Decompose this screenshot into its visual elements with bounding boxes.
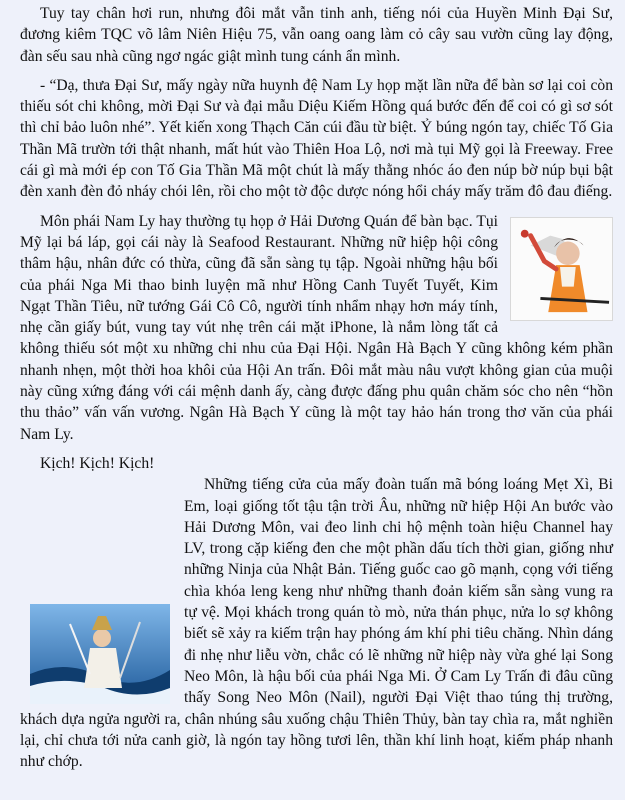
paragraph-1: Tuy tay chân hơi run, nhưng đôi mắt vẫn tinh anh, tiếng nói của Huyền Minh Đại Sư, đương kiêm TQC võ lâm Niên Hiệu 75, vẫn oang oang làm cỏ cây sau vườn cũng lay động, đàn sếu sau nhà cũng ngơ ngác giật mình tung cánh ẩn mình. <box>20 5 613 65</box>
paragraph-4: Kịch! Kịch! Kịch! <box>40 454 155 472</box>
paragraph-3: Môn phái Nam Ly hay thường tụ họp ở Hải Dương Quán để bàn bạc. Tụi Mỹ lại bá láp, gọi cái này là Seafood Restaurant. Những nữ hiệp hội công thâm hậu, nhân đức có thừa, cũng đã sẵn sàng tụ tập. Ngoài những hậu bối của phái Nga Mi thao binh luyện mã như Hồng Canh Tuyết Tuyết, Kim Ngạt Thần Tiêu, nữ tướng Gái Cô Cô, người tính nhẩm nhạy hơn máy tính, nhẹ cần giấy bút, vung tay vút nhẹ trên cái mặt iPhone, là nắm lòng tất cả không thiếu sót một xu những chi nhu của Đại Hội. Ngân Hà Bạch Y cũng không kém phần nhanh nhẹn, một thời hoa khôi của Hội An trấn. Đôi mắt màu nâu vượt không gian của muội này cũng xứng đáng với cái mệnh danh ấy, càng được đấng phu quân chăm sóc cho nên “hồn thu thảo” vấn vấn vương. Ngân Hà Bạch Y cũng là một tay hảo hán trong thơ văn của phái Nam Ly. <box>20 212 613 443</box>
swordswoman-photo <box>510 217 613 321</box>
paragraph-2: - “Dạ, thưa Đại Sư, mấy ngày nữa huynh đệ Nam Ly họp mặt lần nữa để bàn sơ lại coi còn thiếu sót chi không, mời Đại Sư và đại mẫu Diệu Kiếm Hồng quá bước đến để coi có gì sơ sót thì chỉ bảo luôn nhé”. Yết kiến xong Thạch Căn cúi đầu từ biệt. Ỷ búng ngón tay, chiếc Tố Gia Thần Mã trườn tới thật nhanh, mất hút vào Thiên Hoa Lộ, nơi mà tụi Mỹ gọi là Freeway. Free cái gì mà mới ép con Tố Gia Thần Mã một chút là mấy thằng nhóc áo đen núp bờ núp bụi bật đèn xanh đèn đỏ nháy chói lên, rồi cho một tờ độc dược nóng hổi cháy mấy trăm đô đau điếng. <box>20 76 613 201</box>
paragraph-5: Những tiếng cửa của mấy đoàn tuấn mã bóng loáng Mẹt Xì, Bi Em, loại giống tốt tậu tận trời Âu, những nữ hiệp Hội An bước vào Hải Dương Môn, vai đeo linh chi hộ mệnh toàn hiệu Channel hay LV, trong cặp kiếng đen che một phần dấu tích thời gian, giống như những Ninja của Nhật Bản. Tiếng guốc cao gõ mạnh, cọng với tiếng chìa khóa leng keng như những thanh đoản kiếm sẵn sàng vung ra tự vệ. Mọi khách trong quán tò mò, nửa thán phục, nửa lo sợ không biết sẽ xảy ra kiếm trận hay phóng ám khí phi tiêu chăng. Nhìn dáng đi nhẹ như liễu vờn, chắc có lẽ những nữ hiệp này vừa ghé lại Song Neo Môn, là hậu bối của phái Nga Mi. Ở Cam Ly Trấn đi đâu cũng thấy Song Neo Môn (Nail), người Đại Việt thao túng thị trường, khách dựa ngửa người ra, chân nhúng sâu xuống chậu Thiên Thủy, bàn tay chìa ra, mắt nghiền lại, chỉ chưa tới nửa canh giờ, là ngón tay hồng tươi lên, thần khí linh hoạt, kiếm pháp nhanh như chớp. <box>20 476 613 771</box>
warrior-art-image <box>30 604 170 704</box>
